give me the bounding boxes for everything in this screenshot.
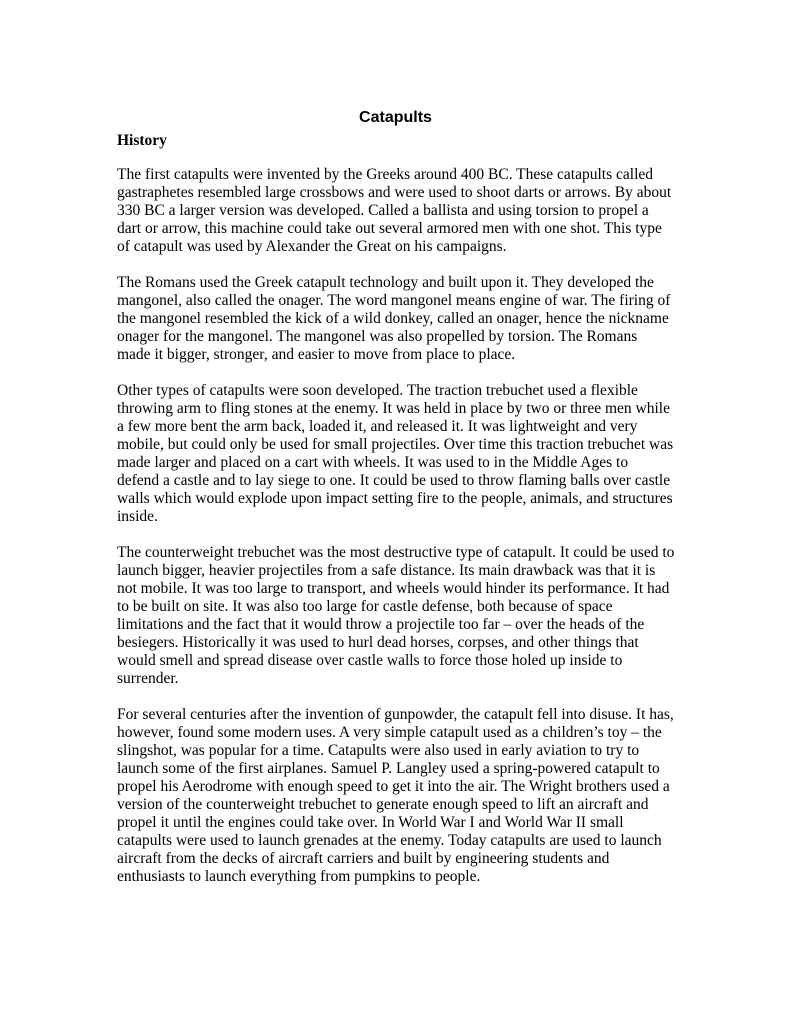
- paragraph-line: inside.: [117, 508, 158, 525]
- paragraph-line: enthusiasts to launch everything from pumpkins to people.: [117, 868, 481, 885]
- paragraph-line: The first catapults were invented by the Greeks around 400 BC. These catapults called: [117, 166, 654, 183]
- paragraph-line: to be built on site. It was also too large for castle defense, both because of space: [117, 598, 613, 615]
- paragraph-line: besiegers. Historically it was used to hurl dead horses, corpses, and other things that: [117, 634, 639, 651]
- document-body: [117, 166, 679, 904]
- paragraph-line: slingshot, was popular for a time. Catapults were also used in early aviation to try to: [117, 742, 640, 759]
- paragraph-line: would smell and spread disease over castle walls to force those holed up inside to: [117, 652, 623, 669]
- paragraph-line: The counterweight trebuchet was the most destructive type of catapult. It could be used to: [117, 544, 675, 561]
- paragraph-line: onager for the mangonel. The mangonel was also propelled by torsion. The Romans: [117, 328, 638, 345]
- section-heading: History: [117, 132, 167, 149]
- paragraph-line: throwing arm to fling stones at the enemy. It was held in place by two or three men while: [117, 400, 670, 417]
- paragraph-line: launch bigger, heavier projectiles from a safe distance. Its main drawback was that it is: [117, 562, 656, 579]
- paragraph-line: Other types of catapults were soon developed. The traction trebuchet used a flexible: [117, 382, 638, 399]
- paragraph-line: made larger and placed on a cart with wheels. It was used to in the Middle Ages to: [117, 454, 629, 471]
- paragraph-line: version of the counterweight trebuchet to generate enough speed to lift an aircraft and: [117, 796, 649, 813]
- document-title: Catapults: [359, 109, 432, 126]
- paragraph-line: propel his Aerodrome with enough speed to get it into the air. The Wright brothers used a: [117, 778, 670, 795]
- paragraph: [117, 166, 679, 256]
- paragraph-line: limitations and the fact that it would throw a projectile too far – over the heads of the: [117, 616, 645, 633]
- paragraph-line: dart or arrow, this machine could take out several armored men with one shot. This type: [117, 220, 662, 237]
- paragraph-line: mobile, but could only be used for small projectiles. Over time this traction trebuchet was: [117, 436, 674, 453]
- paragraph-line: however, found some modern uses. A very simple catapult used as a children’s toy – the: [117, 724, 662, 741]
- paragraph-line: 330 BC a larger version was developed. Called a ballista and using torsion to propel a: [117, 202, 649, 219]
- paragraph-line: the mangonel resembled the kick of a wild donkey, called an onager, hence the nickname: [117, 310, 669, 327]
- paragraph-line: defend a castle and to lay siege to one. It could be used to throw flaming balls over castle: [117, 472, 671, 489]
- paragraph-line: surrender.: [117, 670, 179, 687]
- paragraph-line: gastraphetes resembled large crossbows and were used to shoot darts or arrows. By about: [117, 184, 672, 201]
- paragraph-line: aircraft from the decks of aircraft carriers and built by engineering students and: [117, 850, 610, 867]
- paragraph-line: The Romans used the Greek catapult technology and built upon it. They developed the: [117, 274, 654, 291]
- paragraph-line: of catapult was used by Alexander the Great on his campaigns.: [117, 238, 507, 255]
- paragraph-line: catapults were used to launch grenades at the enemy. Today catapults are used to launch: [117, 832, 662, 849]
- paragraph-line: not mobile. It was too large to transport, and wheels would hinder its performance. It had: [117, 580, 670, 597]
- paragraph-line: a few more bent the arm back, loaded it, and released it. It was lightweight and very: [117, 418, 638, 435]
- paragraph: [117, 544, 679, 688]
- paragraph-line: For several centuries after the invention of gunpowder, the catapult fell into disuse. It has,: [117, 706, 674, 723]
- paragraph-line: made it bigger, stronger, and easier to move from place to place.: [117, 346, 516, 363]
- paragraph: [117, 274, 679, 364]
- paragraph: [117, 706, 679, 886]
- paragraph-line: mangonel, also called the onager. The word mangonel means engine of war. The firing of: [117, 292, 671, 309]
- paragraph-line: propel it until the engines could take over. In World War I and World War II small: [117, 814, 624, 831]
- paragraph-line: launch some of the first airplanes. Samuel P. Langley used a spring-powered catapult to: [117, 760, 660, 777]
- paragraph: [117, 382, 679, 526]
- paragraph-line: walls which would explode upon impact setting fire to the people, animals, and structures: [117, 490, 673, 507]
